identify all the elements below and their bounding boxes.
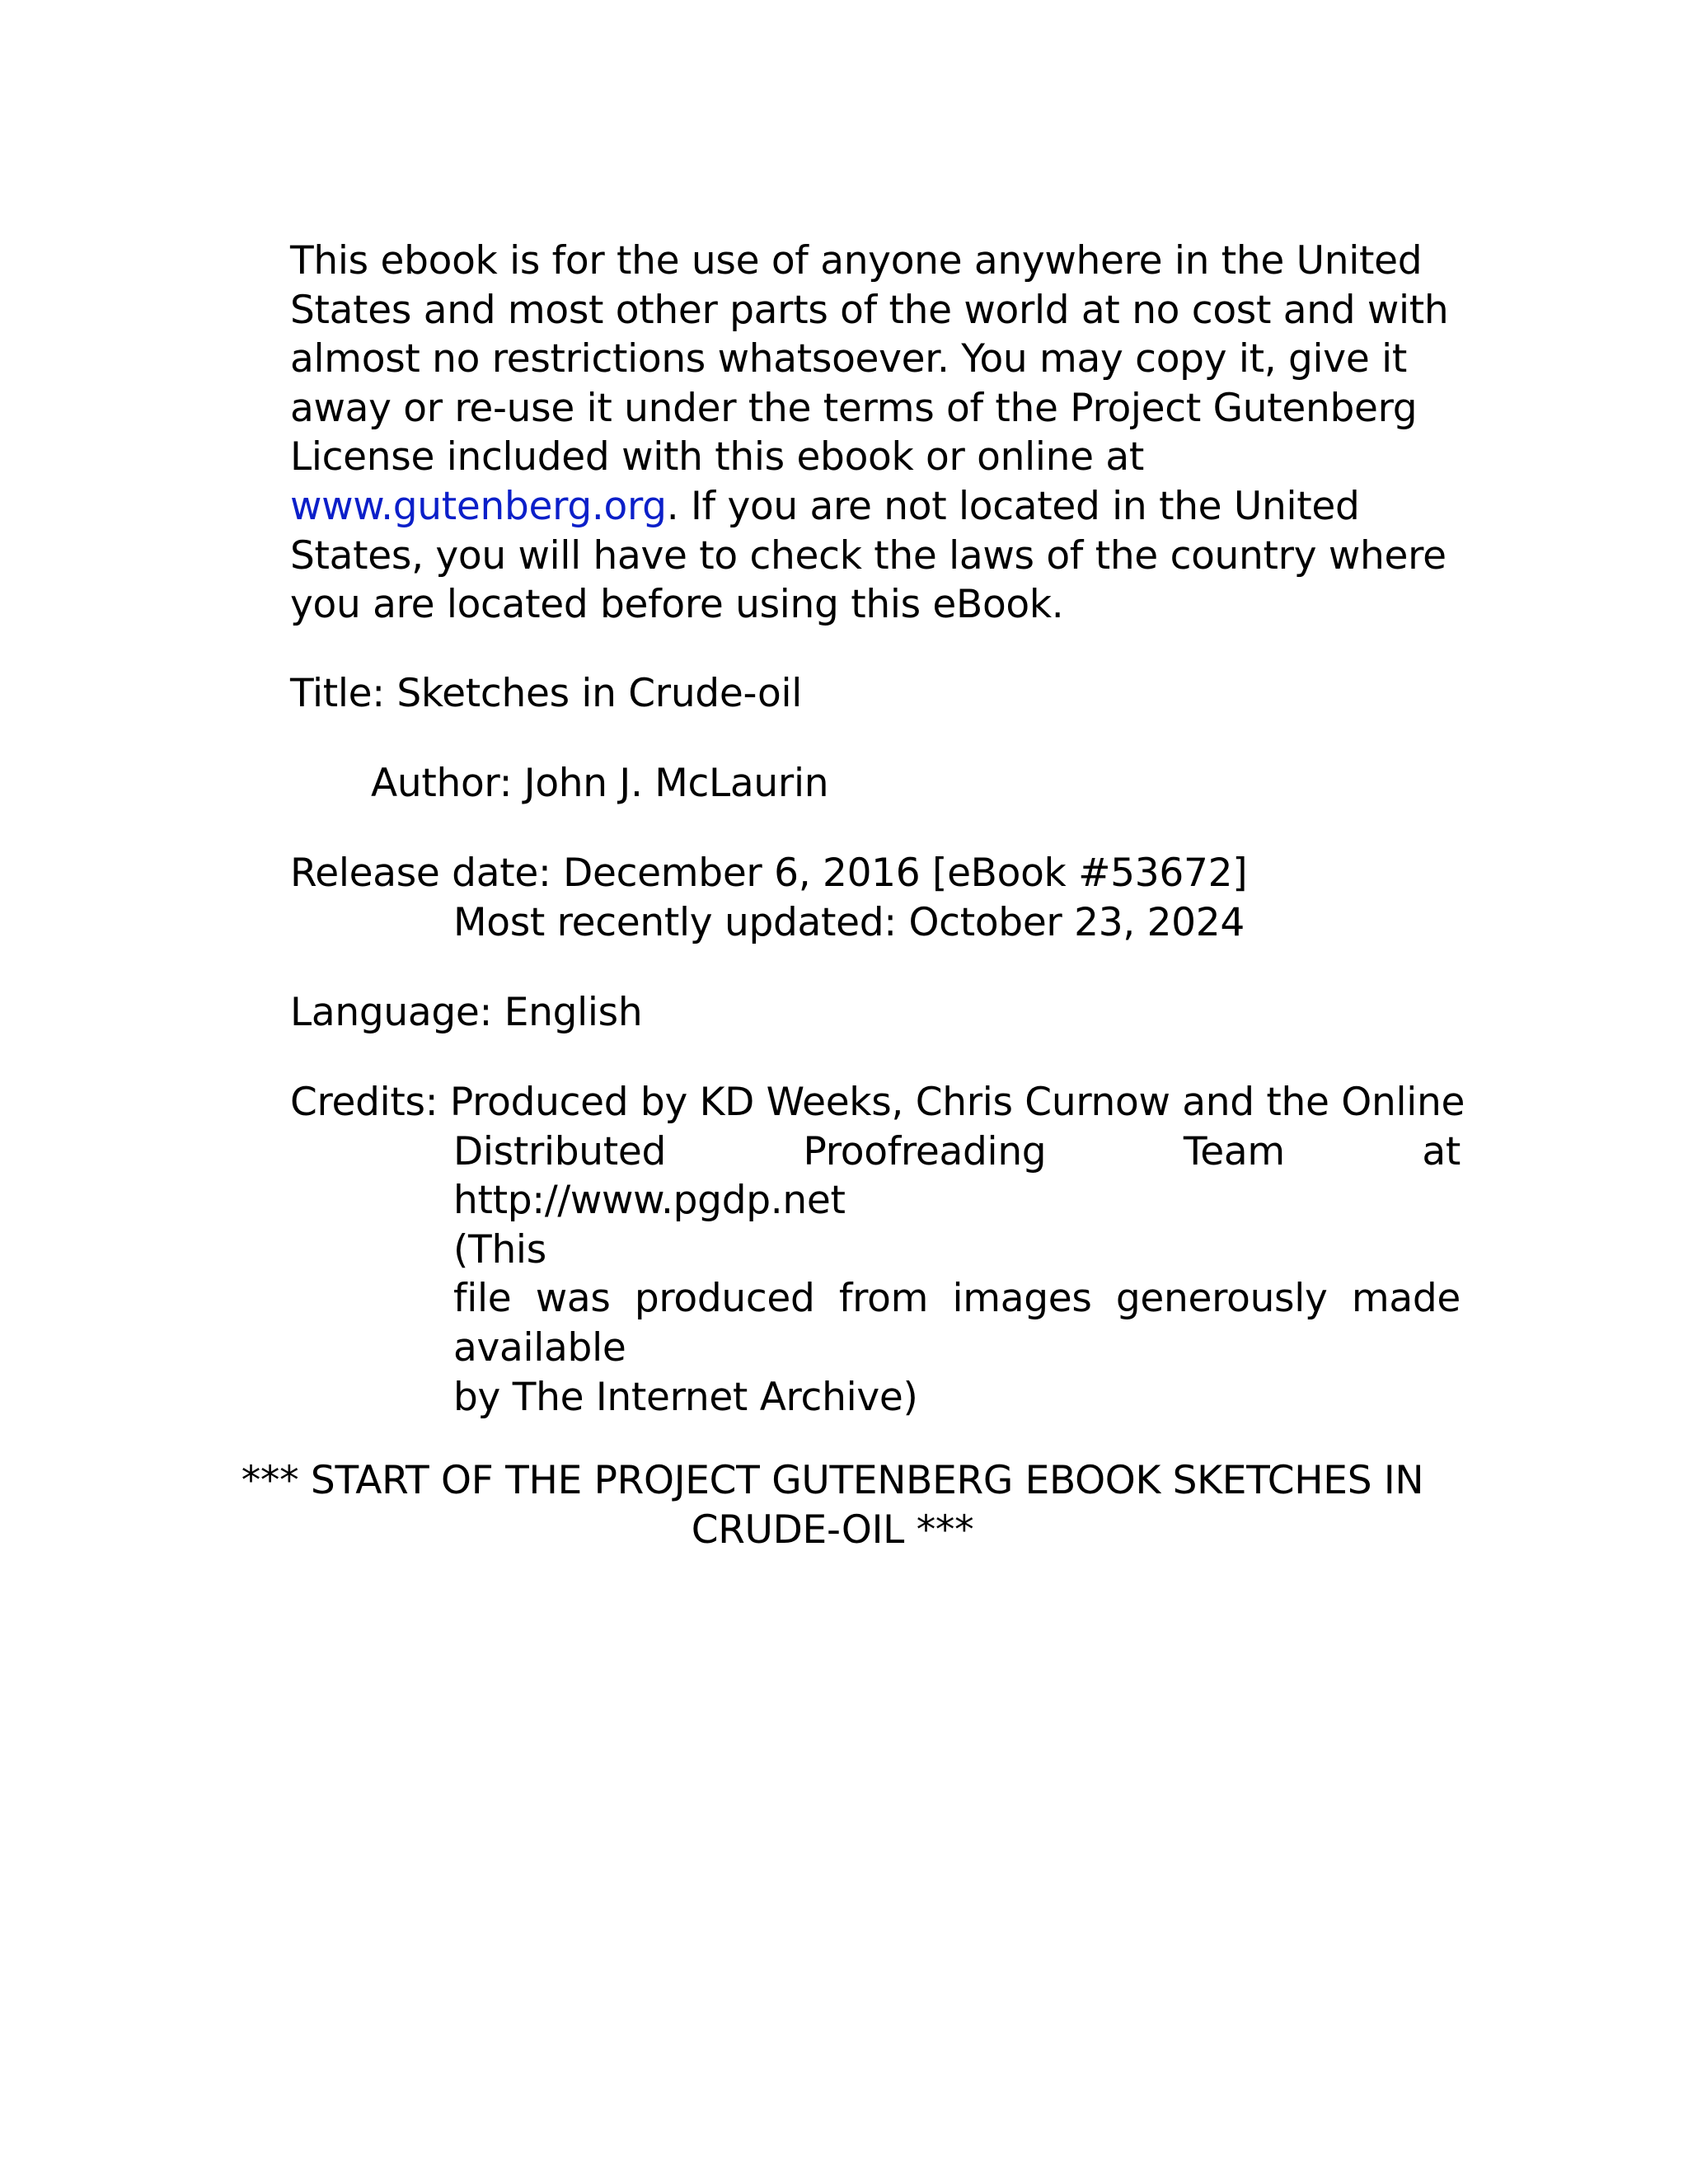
credits-first-line: Credits: Produced by KD Weeks, Chris Curnow and the Online <box>290 1080 1465 1125</box>
credits-field <box>290 1078 1465 1422</box>
start-of-ebook-marker <box>231 1456 1434 1555</box>
credits-line-4: file was produced from images generously made <box>453 1276 1461 1322</box>
credits-line-3: (This <box>453 1226 546 1272</box>
author-field: Author: John J. McLaurin <box>371 761 829 806</box>
gutenberg-link[interactable]: www.gutenberg.org <box>290 483 667 529</box>
license-text-before-link: This ebook is for the use of anyone anywhere in the United States and most other parts of the world at no cost and with almost no restrictions whatsoever. You may copy it, give it away or re-use it under the terms of the Project Gutenberg License included with this ebook or online at <box>290 238 1449 480</box>
license-paragraph <box>290 237 1461 630</box>
release-date-field: Release date: December 6, 2016 [eBook #53672] <box>290 851 1248 896</box>
title-field: Title: Sketches in Crude-oil <box>290 671 802 716</box>
license-text-after-link: . If you are not located in the United States, you will have to check the laws of the country where you are located before using this eBook. <box>290 483 1447 628</box>
start-marker-line-2: CRUDE-OIL *** <box>691 1507 974 1553</box>
credits-line-6: by The Internet Archive) <box>453 1374 918 1420</box>
credits-continuation <box>453 1127 1461 1422</box>
updated-date-field: Most recently updated: October 23, 2024 <box>453 900 1245 945</box>
credits-line-2: Distributed Proofreading Team at http://www.pgdp.net <box>453 1128 1461 1224</box>
credits-line-5: available <box>453 1324 626 1371</box>
language-field: Language: English <box>290 990 643 1035</box>
start-marker-line-1: *** START OF THE PROJECT GUTENBERG EBOOK SKETCHES IN <box>241 1458 1424 1503</box>
